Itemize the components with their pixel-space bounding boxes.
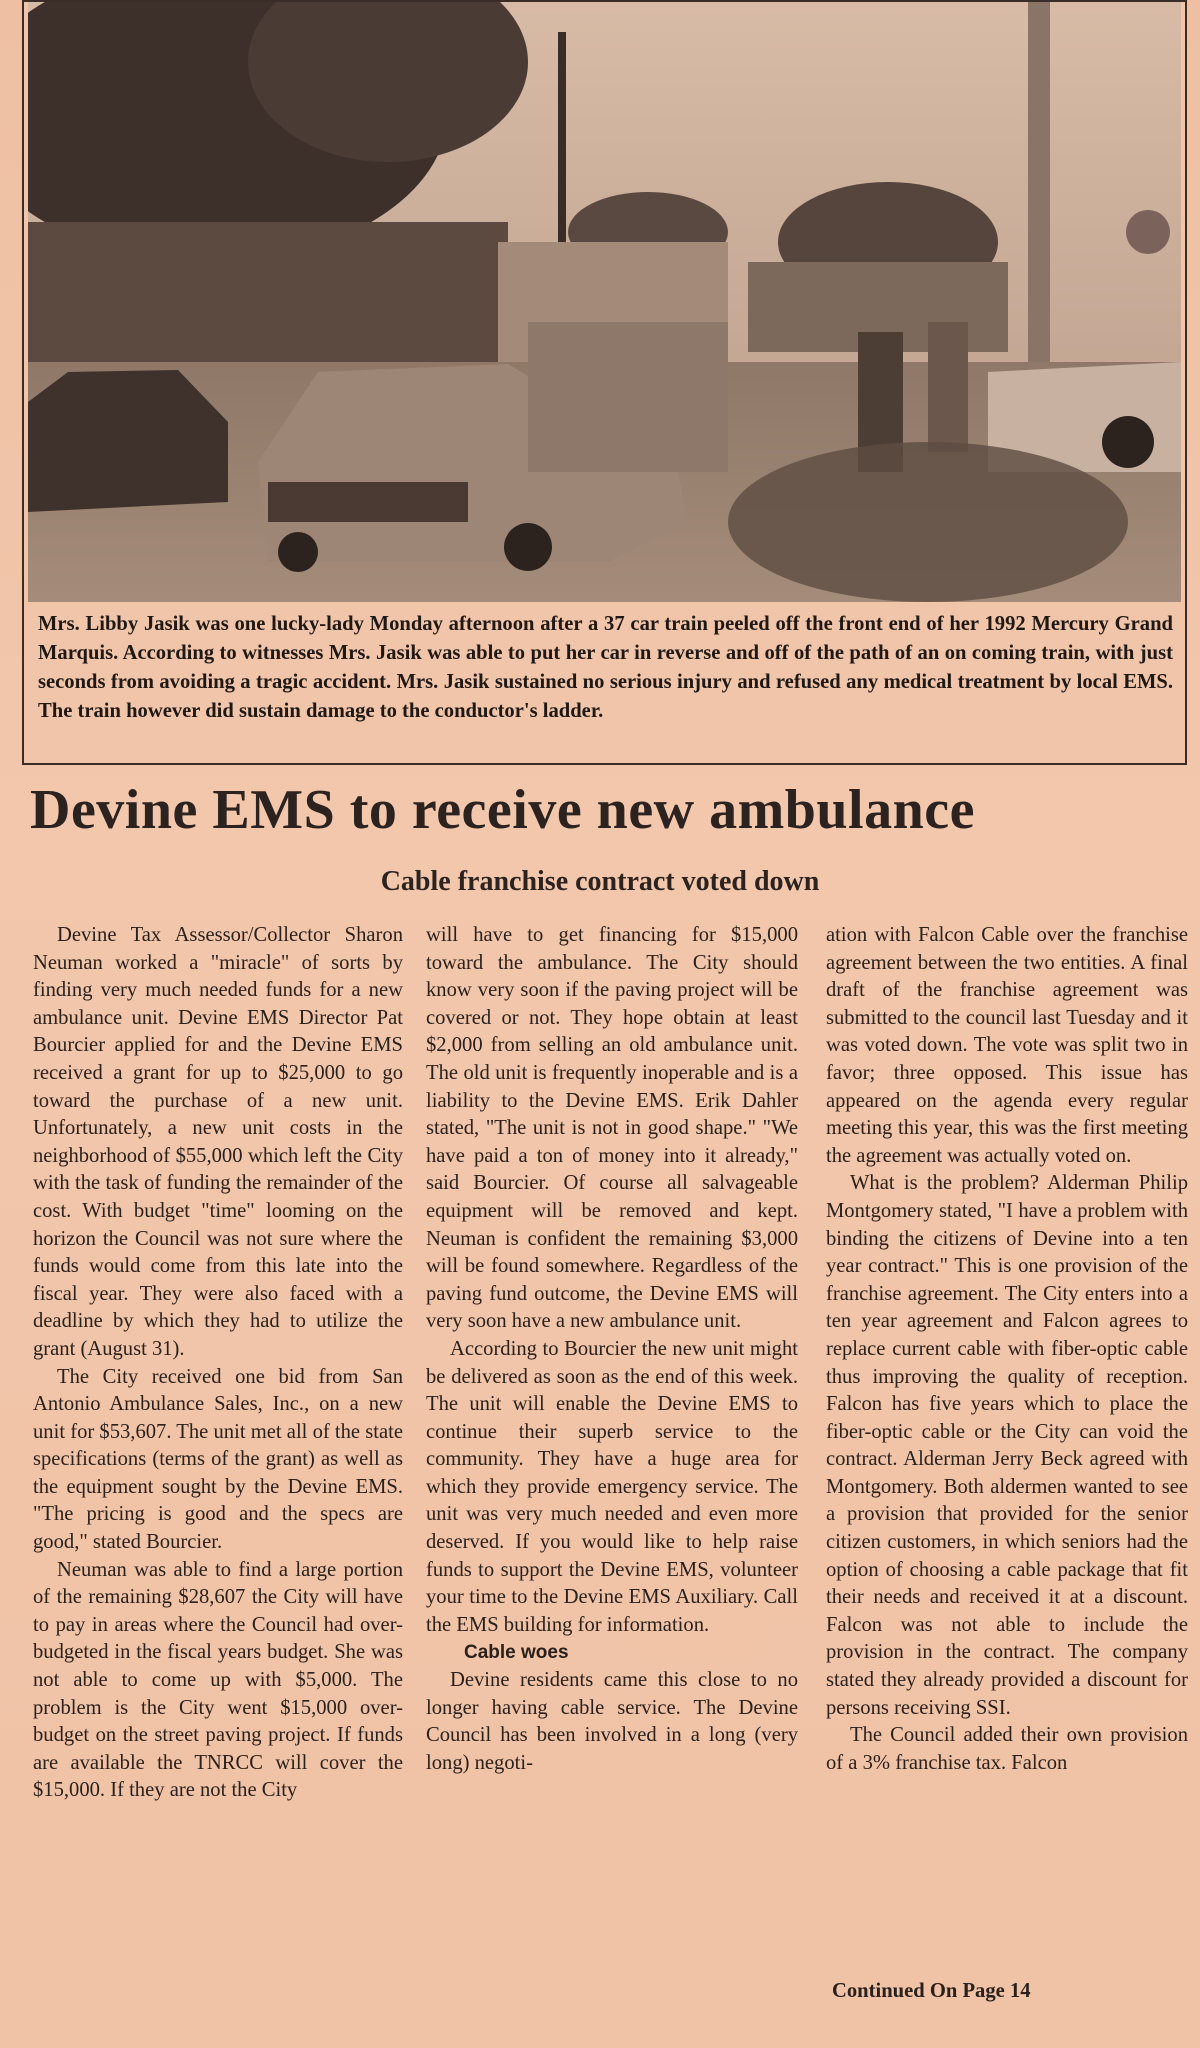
paragraph: According to Bourcier the new unit might be delivered as soon as the end of this week. The unit will enable the Devine EMS to continue their superb service to the community. They have a huge area for which they provide emergency service. The unit was very much needed and even more deserved. If you would like to help raise funds to support the Devine EMS, volunteer your time to the Devine EMS Auxiliary. Call the EMS building for information. — [426, 1337, 798, 1636]
photo-frame — [22, 0, 1187, 765]
article-column-2 — [426, 922, 798, 1777]
news-photo — [28, 2, 1181, 602]
paragraph: Neuman was able to find a large portion of the remaining $28,607 the City will have to pay in areas where the Council had over-budgeted in the fiscal years budget. She was not able to come up with $5,000. The problem is the City went $15,000 over-budget on the street paving project. If funds are available the TNRCC will cover the $15,000. If they are not the City — [33, 1558, 403, 1802]
paragraph: What is the problem? Alderman Philip Montgomery stated, "I have a problem with binding the citizens of Devine into a ten year contract." This is one provision of the franchise agreement. The City enters into a ten year agreement and Falcon agrees to replace current cable with fiber-optic cable thus improving the quality of reception. Falcon has five years which to place the fiber-optic cable or the City can void the contract. Alderman Jerry Beck agreed with Montgomery. Both aldermen wanted to see a provision that provided for the senior citizen customers, in which seniors had the option of choosing a cable package that fit their needs and received it at a discount. Falcon was not able to include the provision in the contract. The company stated they already provided a discount for persons receiving SSI. — [826, 1172, 1188, 1719]
paragraph: The Council added their own provision of a 3% franchise tax. Falcon — [826, 1724, 1188, 1774]
accident-scene-image — [28, 2, 1181, 602]
subheadline: Cable franchise contract voted down — [380, 866, 820, 897]
article-column-3 — [826, 922, 1188, 1777]
headline: Devine EMS to receive new ambulance — [30, 779, 975, 841]
paragraph: ation with Falcon Cable over the franchise agreement between the two entities. A final draft of the franchise agreement was submitted to the council last Tuesday and it was voted down. The vote was split two in favor; three opposed. This issue has appeared on the agenda every regular meeting this year, this was the first meeting the agreement was actually voted on. — [826, 924, 1188, 1167]
section-subhead: Cable woes — [464, 1642, 569, 1664]
paragraph: will have to get financing for $15,000 toward the ambulance. The City should know very soon if the paving project will be covered or not. They hope obtain at least $2,000 from selling an old ambulance unit. The old unit is frequently inoperable and is a liability to the Devine EMS. Erik Dahler stated, "The unit is not in good shape." "We have paid a ton of money into it already," said Bourcier. Of course all salvageable equipment will be removed and kept. Neuman is confident the remaining $3,000 will be found somewhere. Regardless of the paving fund outcome, the Devine EMS will very soon have a new ambulance unit. — [426, 924, 798, 1333]
photo-caption: Mrs. Libby Jasik was one lucky-lady Monday afternoon after a 37 car train peeled off the front end of her 1992 Mercury Grand Marquis. According to witnesses Mrs. Jasik was able to put her car in reverse and off of the path of an on coming train, with just seconds from avoiding a tragic accident. Mrs. Jasik sustained no serious injury and refused any medical treatment by local EMS. The train however did sustain damage to the conductor's ladder. — [38, 613, 1173, 722]
paragraph: The City received one bid from San Antonio Ambulance Sales, Inc., on a new unit for $53,607. The unit met all of the state specifications (terms of the grant) as well as the equipment sought by the Devine EMS. "The pricing is good and the specs are good," stated Bourcier. — [33, 1365, 403, 1554]
article-column-1 — [33, 922, 403, 1805]
continued-link[interactable]: Continued On Page 14 — [832, 1980, 1031, 2002]
paragraph: Devine residents came this close to no longer having cable service. The Devine Council has been involved in a long (very long) negoti- — [426, 1669, 798, 1774]
paragraph: Devine Tax Assessor/Collector Sharon Neuman worked a "miracle" of sorts by finding very much needed funds for a new ambulance unit. Devine EMS Director Pat Bourcier applied for and the Devine EMS received a grant for up to $25,000 to go toward the purchase of a new unit. Unfortunately, a new unit costs in the neighborhood of $55,000 which left the City with the task of funding the remainder of the cost. With budget "time" looming on the horizon the Council was not sure where the funds would come from this late into the fiscal year. They were also faced with a deadline by which they had to utilize the grant (August 31). — [33, 924, 403, 1360]
